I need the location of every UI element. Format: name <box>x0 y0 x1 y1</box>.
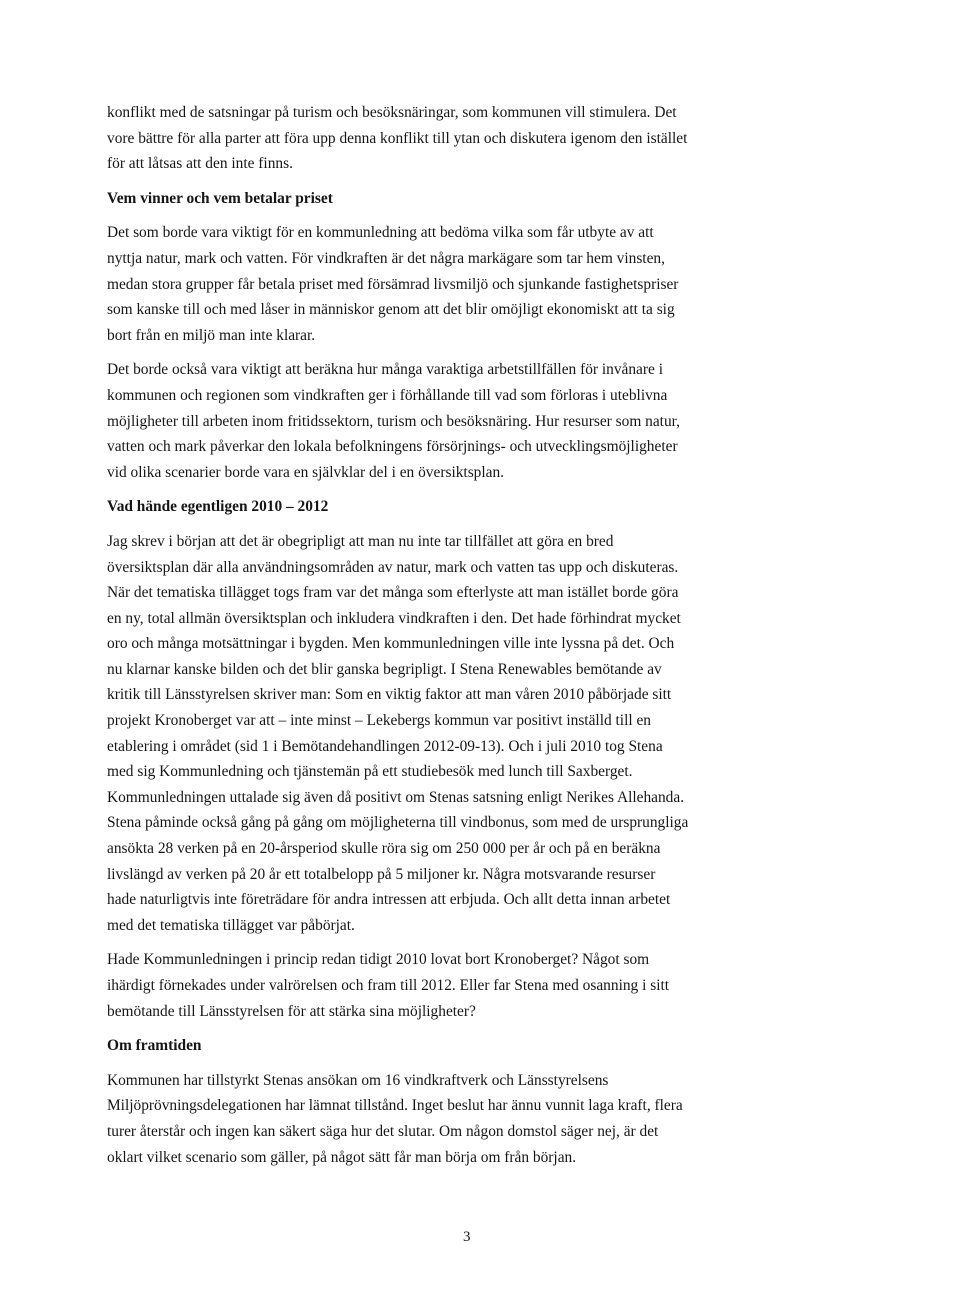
text-line: med det tematiska tillägget var påbörjat. <box>107 916 355 934</box>
text-line: oro och många motsättningar i bygden. Men kommunledningen ville inte lyssna på det. Och <box>107 635 675 653</box>
text-line: översiktsplan där alla användningsområden av natur, mark och vatten tas upp och diskuteras. <box>107 558 679 576</box>
text-line: turer återstår och ingen kan säkert säga hur det slutar. Om någon domstol säger nej, är det <box>107 1122 659 1140</box>
text-line: kommunen och regionen som vindkraften ger i förhållande till vad som förloras i uteblivna <box>107 386 668 404</box>
text-line: Hade Kommunledningen i princip redan tidigt 2010 lovat bort Kronoberget? Något som <box>107 951 650 969</box>
text-line: ansökta 28 verken på en 20-årsperiod skulle röra sig om 250 000 per år och på en beräkna <box>107 840 661 858</box>
paragraph-jobs <box>107 357 829 485</box>
text-line: kritik till Länsstyrelsen skriver man: Som en viktig faktor att man våren 2010 påbörjade sitt <box>107 686 672 704</box>
text-line: vore bättre för alla parter att föra upp denna konflikt till ytan och diskutera igenom den istället <box>107 129 688 147</box>
text-line: med sig Kommunledning och tjänstemän på ett studiebesök med lunch till Saxberget. <box>107 763 633 781</box>
text-line: bemötande till Länsstyrelsen för att stärka sina möjligheter? <box>107 1002 476 1020</box>
text-line: bort från en miljö man inte klarar. <box>107 326 316 344</box>
text-line: Stena påminde också gång på gång om möjligheterna till vindbonus, som med de ursprungliga <box>107 814 689 832</box>
paragraph-history <box>107 529 829 939</box>
section-heading-what-happened: Vad hände egentligen 2010 – 2012 <box>107 498 329 516</box>
text-line: för att låtsas att den inte finns. <box>107 155 293 173</box>
text-line: När det tematiska tillägget togs fram var det många som efterlyste att man istället borde göra <box>107 584 679 602</box>
text-line: hade naturligtvis inte företrädare för andra intressen att erbjuda. Och allt detta innan arbetet <box>107 891 671 909</box>
text-line: nyttja natur, mark och vatten. För vindkraften är det några markägare som tar hem vinsten, <box>107 249 665 267</box>
text-line: Miljöprövningsdelegationen har lämnat tillstånd. Inget beslut har ännu vunnit laga kraft, flera <box>107 1097 683 1115</box>
paragraph-conflict <box>107 100 829 177</box>
text-line: projekt Kronoberget var att – inte minst – Lekebergs kommun var positivt inställd till en <box>107 712 651 730</box>
text-line: etablering i området (sid 1 i Bemötandehandlingen 2012-09-13). Och i juli 2010 tog Stena <box>107 737 663 755</box>
document-page <box>107 100 829 1179</box>
text-line: vid olika scenarier borde vara en självklar del i en översiktsplan. <box>107 463 505 481</box>
section-heading-future: Om framtiden <box>107 1037 202 1055</box>
text-line: som kanske till och med låser in människor genom att det blir omöjligt ekonomiskt att ta sig <box>107 301 675 319</box>
text-line: Jag skrev i början att det är obegripligt att man nu inte tar tillfället att göra en bred <box>107 532 614 550</box>
text-line: livslängd av verken på 20 år ett totalbelopp på 5 miljoner kr. Några motsvarande resurser <box>107 865 656 883</box>
page-number: 3 <box>463 1229 471 1245</box>
text-line: möjligheter till arbeten inom fritidssektorn, turism och besöksnäring. Hur resurser som natur, <box>107 412 680 430</box>
text-line: medan stora grupper får betala priset med försämrad livsmiljö och sjunkande fastighetspriser <box>107 275 679 293</box>
paragraph-question <box>107 947 829 1024</box>
text-line: oklart vilket scenario som gäller, på något sätt får man börja om från början. <box>107 1148 577 1166</box>
text-line: Kommunledningen uttalade sig även då positivt om Stenas satsning enligt Nerikes Allehanda. <box>107 788 685 806</box>
text-line: en ny, total allmän översiktsplan och inkludera vindkraften i den. Det hade förhindrat mycket <box>107 609 681 627</box>
text-line: konflikt med de satsningar på turism och besöksnäringar, som kommunen vill stimulera. Det <box>107 104 677 121</box>
text-line: Det borde också vara viktigt att beräkna hur många varaktiga arbetstillfällen för invånare i <box>107 361 663 379</box>
text-line: vatten och mark påverkar den lokala befolkningens försörjnings- och utvecklingsmöjligheter <box>107 438 678 456</box>
section-heading-who-wins: Vem vinner och vem betalar priset <box>107 189 333 207</box>
text-line: nu klarnar kanske bilden och det blir ganska begripligt. I Stena Renewables bemötande av <box>107 660 662 678</box>
paragraph-who-benefits <box>107 220 829 348</box>
text-line: ihärdigt förnekades under valrörelsen och fram till 2012. Eller far Stena med osanning i sitt <box>107 977 670 994</box>
paragraph-future <box>107 1068 829 1170</box>
text-line: Det som borde vara viktigt för en kommunledning att bedöma vilka som får utbyte av att <box>107 224 654 242</box>
text-line: Kommunen har tillstyrkt Stenas ansökan om 16 vindkraftverk och Länsstyrelsens <box>107 1071 609 1089</box>
